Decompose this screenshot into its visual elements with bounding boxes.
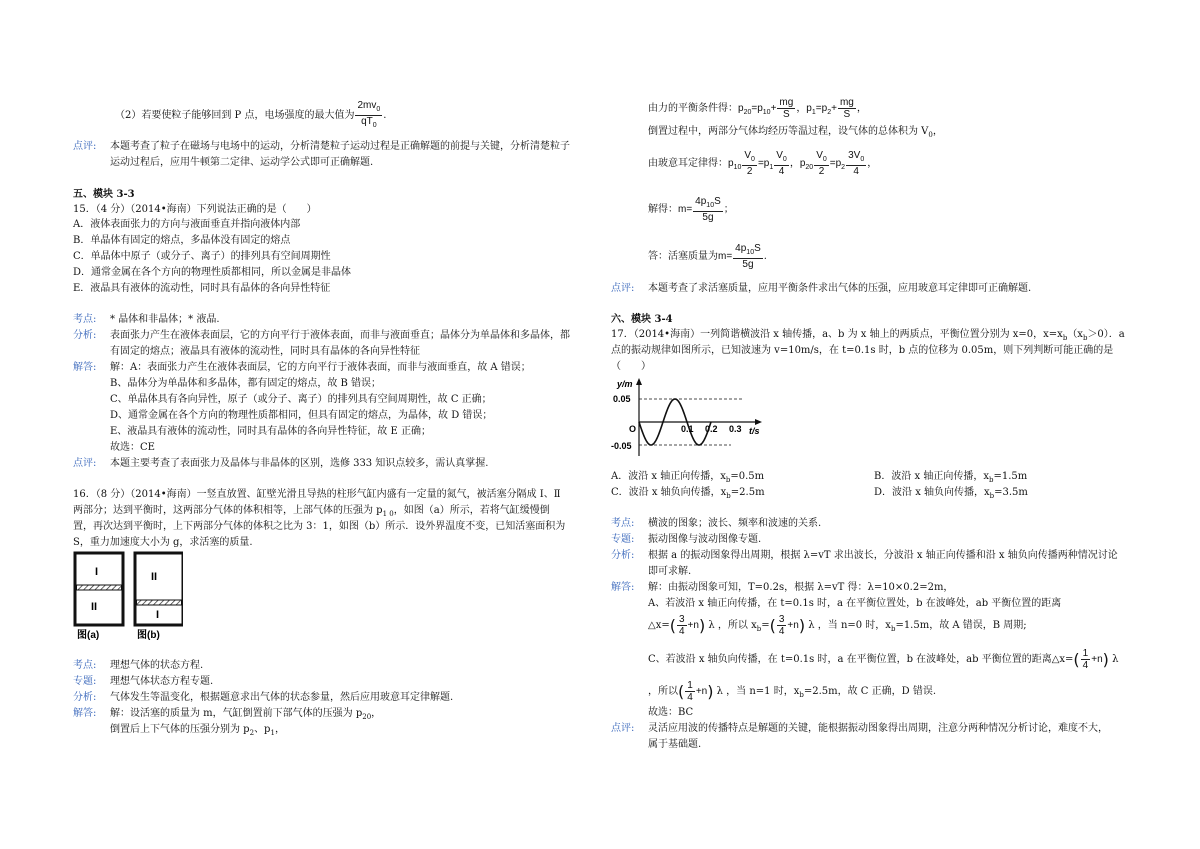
graph-x-tick-0.1: 0.1 <box>681 424 694 434</box>
q16-stem-line1: 16．（8 分）（2014•海南）一竖直放置、缸壁光滑且导热的柱形气缸内盛有一定量的氮气，被活塞分隔成 Ⅰ、Ⅱ <box>73 489 561 500</box>
q16-stem-line4: S，重力加速度大小为 g，求活塞的质量. <box>73 537 253 548</box>
q16-stem-line3: 置，再次达到平衡时，上下两部分气体的体积之比为 3：1，如图（b）所示．设外界温度不变，已知活塞面积为 <box>73 521 566 532</box>
q15-option-a: A．液体表面张力的方向与液面垂直并指向液体内部 <box>73 219 301 230</box>
q17-option-a: A．波沿 x 轴正向传播，$x_b=0.5m$ <box>611 471 765 484</box>
x-axis-arrow <box>755 419 762 425</box>
q17-option-b: B．波沿 x 轴正向传播，$x_b=1.5m$ <box>874 471 1028 484</box>
q15-option-d: D．通常金属在各个方向的物理性质都相同，所以金属是非晶体 <box>73 267 352 278</box>
r-dianping-label: 点评: <box>611 283 635 294</box>
r-solve: 解得：m= $\frac{4p_{10}S}{5g}$ ； <box>648 196 734 223</box>
q16-jieda-line1: 解：设活塞的质量为 m，气缸倒置前下部气体的压强为 $p_{20}$， <box>110 708 382 721</box>
q16-zhuanti-label: 专题: <box>73 676 97 687</box>
graph-x-tick-0.3: 0.3 <box>729 424 742 434</box>
q14-comment-line1: 本题考查了粒子在磁场与电场中的运动，分析清楚粒子运动过程是正确解题的前提与关键，分析清楚粒子 <box>110 141 570 152</box>
q15-option-e: E．液晶具有液体的流动性，同时具有晶体的各向异性特征 <box>73 283 331 294</box>
q15-option-c: C．单晶体中原子（或分子、离子）的排列具有空间周期性 <box>73 251 331 262</box>
q15-option-b: B．单晶体有固定的熔点，多晶体没有固定的熔点 <box>73 235 291 246</box>
q17-jieda-line2: A、若波沿 x 轴正向传播，在 t=0.1s 时，a 在平衡位置处，b 在波峰处，ab 平衡位置的距离 <box>648 598 1062 609</box>
fig-b-label-bottom: I <box>156 609 160 621</box>
q16-kaodian: 理想气体的状态方程. <box>110 660 204 671</box>
fig-a-label-bottom: II <box>91 601 98 613</box>
q14-comment-line2: 运动过程后，应用牛顿第二定律、运动学公式即可正确解题. <box>110 157 374 168</box>
q17-zhuanti-label: 专题: <box>611 534 635 545</box>
q17-option-d: D．波沿 x 轴负向传播，$x_b=3.5m$ <box>874 487 1028 500</box>
q14-conclusion: （2）若要使粒子能够回到 P 点，电场强度的最大值为 $\frac{2mv_0}{qT_0}$ . <box>115 100 387 129</box>
q17-jieda-line3: △x=( $\frac{3}{4}$ +n) λ ，所以 $x_b=$( $\frac{3}{4}$ +n) λ ，当 n=0 时，$x_b=1.5m$，故 A 错误，B 周期; <box>648 614 1027 637</box>
q16-fenxi-label: 分析: <box>73 692 97 703</box>
y-axis-arrow <box>636 378 642 385</box>
r-balance-equation: 由力的平衡条件得：$p_{20}=p_{10}+$ $\frac{mg}{S}$ ，$p_1=p_2+$ $\frac{mg}{S}$ ， <box>648 97 867 120</box>
graph-x-label: t/s <box>749 426 760 436</box>
q16-fenxi: 气体发生等温变化，根据题意求出气体的状态参量，然后应用玻意耳定律解题. <box>110 692 454 703</box>
r-boyle-equation: 由玻意耳定律得：$p_{10}$ $\frac{V_0}{2}$ $=p_1$ $\frac{V_0}{4}$ ，$p_{20}$ $\frac{V_0}{2}$ $=p_2$ $\frac{3V_0}{4}$ ， <box>648 150 878 177</box>
r-dianping: 本题考查了求活塞质量，应用平衡条件求出气体的压强，应用玻意耳定律即可正确解题. <box>648 283 1032 294</box>
section-5-title: 五、模块 3-3 <box>73 189 135 200</box>
graph-x-tick-0.2: 0.2 <box>705 424 718 434</box>
q15-jieda-line5: E、液晶具有液体的流动性，同时具有晶体的各向异性特征，故 E 正确； <box>110 426 431 437</box>
piston-a <box>77 585 122 590</box>
graph-y-bottom-tick: -0.05 <box>611 441 632 451</box>
q16-stem-line2: 两部分；达到平衡时，这两部分气体的体积相等，上部气体的压强为 $p_{1 0}$，如图（a）所示，若将气缸缓慢倒 <box>73 505 550 518</box>
q15-dianping: 本题主要考查了表面张力及晶体与非晶体的区别，选修 3З3 知识点较多，需认真掌握. <box>110 458 489 469</box>
q17-dianping-label: 点评: <box>611 723 635 734</box>
q16-jieda-label: 解答: <box>73 708 97 719</box>
q16-zhuanti: 理想气体状态方程专题. <box>110 676 214 687</box>
q15-jieda-line3: C、单晶体具有各向异性，原子（或分子、离子）的排列具有空间周期性，故 C 正确； <box>110 394 492 405</box>
cylinder-b <box>135 553 183 625</box>
q17-kaodian-label: 考点: <box>611 518 635 529</box>
q15-jieda-line1: 解：A：表面张力产生在液体表面层，它的方向平行于液体表面，而非与液面垂直，故 A 错误； <box>110 362 531 373</box>
fig-a-label-top: I <box>95 566 99 578</box>
q17-kaodian: 横波的图象；波长、频率和波速的关系. <box>648 518 822 529</box>
q17-option-c: C．波沿 x 轴负向传播，$x_b=2.5m$ <box>611 487 765 500</box>
q14-max-field-fraction: $\frac{2mv_0}{qT_0}$ <box>357 100 381 129</box>
q15-jieda-line4: D、通常金属在各个方向的物理性质都相同，但具有固定的熔点，为晶体，故 D 错误； <box>110 410 493 421</box>
q17-jieda-line5: ，所以( $\frac{1}{4}$ +n) λ ，当 n=1 时，$x_b=2.5m$，故 C 正确，D 错误. <box>648 680 936 703</box>
fig-b-label-top: II <box>151 571 158 583</box>
section-6-title: 六、模块 3-4 <box>611 314 673 325</box>
q17-fenxi-line2: 即可求解. <box>648 566 692 577</box>
q17-jieda-line1: 解：由振动图象可知，T=0.2s，根据 λ=vT 得：λ=10×0.2=2m， <box>648 582 954 593</box>
q17-stem-line2: 点的振动规律如图所示，已知波速为 v=10m/s，在 t=0.1s 时，b 点的位移为 0.05m，则下列判断可能正确的是 <box>611 345 1114 356</box>
q15-fenxi-line1: 表面张力产生在液体表面层，它的方向平行于液体表面，而非与液面垂直；晶体分为单晶体和多晶体，都 <box>110 330 570 341</box>
q17-fenxi-label: 分析: <box>611 550 635 561</box>
q15-jieda-line2: B、晶体分为单晶体和多晶体，都有固定的熔点，故 B 错误； <box>110 378 382 389</box>
q17-jieda-label: 解答: <box>611 582 635 593</box>
q17-jieda-line6: 故选：BC <box>648 707 694 718</box>
q17-zhuanti: 振动图像与波动图像专题. <box>648 534 762 545</box>
q15-kaodian-label: 考点: <box>73 314 97 325</box>
graph-origin: O <box>629 424 637 434</box>
q17-stem-line3: （ ） <box>611 361 651 372</box>
q15-fenxi-label: 分析: <box>73 330 97 341</box>
q15-stem: 15．（4 分）（2014•海南）下列说法正确的是（ ） <box>73 204 317 215</box>
cylinder-a <box>75 553 123 625</box>
q17-jieda-line4: C、若波沿 x 轴负向传播，在 t=0.1s 时，a 在平衡位置，b 在波峰处，ab 平衡位置的距离△x=( $\frac{1}{4}$ +n) λ <box>648 648 1119 671</box>
q15-kaodian: * 晶体和非晶体；* 液晶. <box>110 314 220 325</box>
graph-y-label: y/m <box>617 379 633 389</box>
q15-jieda-label: 解答: <box>73 362 97 373</box>
q15-jieda-line6: 故选：CE <box>110 442 155 453</box>
q15-fenxi-line2: 有固定的熔点；液晶具有液体的流动性，同时具有晶体的各向异性特征 <box>110 346 420 357</box>
fig-a-caption: 图(a) <box>77 630 100 641</box>
cylinder-figure <box>73 549 183 641</box>
q17-fenxi-line1: 根据 a 的振动图象得出周期，根据 λ=vT 求出波长，分波沿 x 轴正向传播和沿 x 轴负向传播两种情况讨论 <box>648 550 1118 561</box>
vibration-graph <box>611 376 771 460</box>
fig-b-caption: 图(b) <box>137 630 160 641</box>
r-answer: 答：活塞质量为m= $\frac{4p_{10}S}{5g}$ . <box>648 243 767 270</box>
r-inverted-process: 倒置过程中，两部分气体均经历等温过程，设气体的总体积为 $V_0$， <box>648 126 943 139</box>
q17-dianping-line1: 灵活应用波的传播特点是解题的关键，能根据振动图象得出周期，注意分两种情况分析讨论，难度不大， <box>648 723 1108 734</box>
q16-kaodian-label: 考点: <box>73 660 97 671</box>
q17-stem-line1: 17．（2014•海南）一列简谐横波沿 x 轴传播，a、b 为 x 轴上的两质点，平衡位置分别为 x=0，$x=x_b(x_b>0)$．a <box>611 329 1125 342</box>
piston-b <box>137 600 182 605</box>
q15-dianping-label: 点评: <box>73 458 97 469</box>
q16-jieda-line2: 倒置后上下气体的压强分别为 $p_2$、$p_1$， <box>110 724 285 737</box>
q14-comment-label: 点评: <box>73 141 97 152</box>
q17-dianping-line2: 属于基础题. <box>648 739 702 750</box>
graph-y-top-tick: 0.05 <box>613 394 631 404</box>
